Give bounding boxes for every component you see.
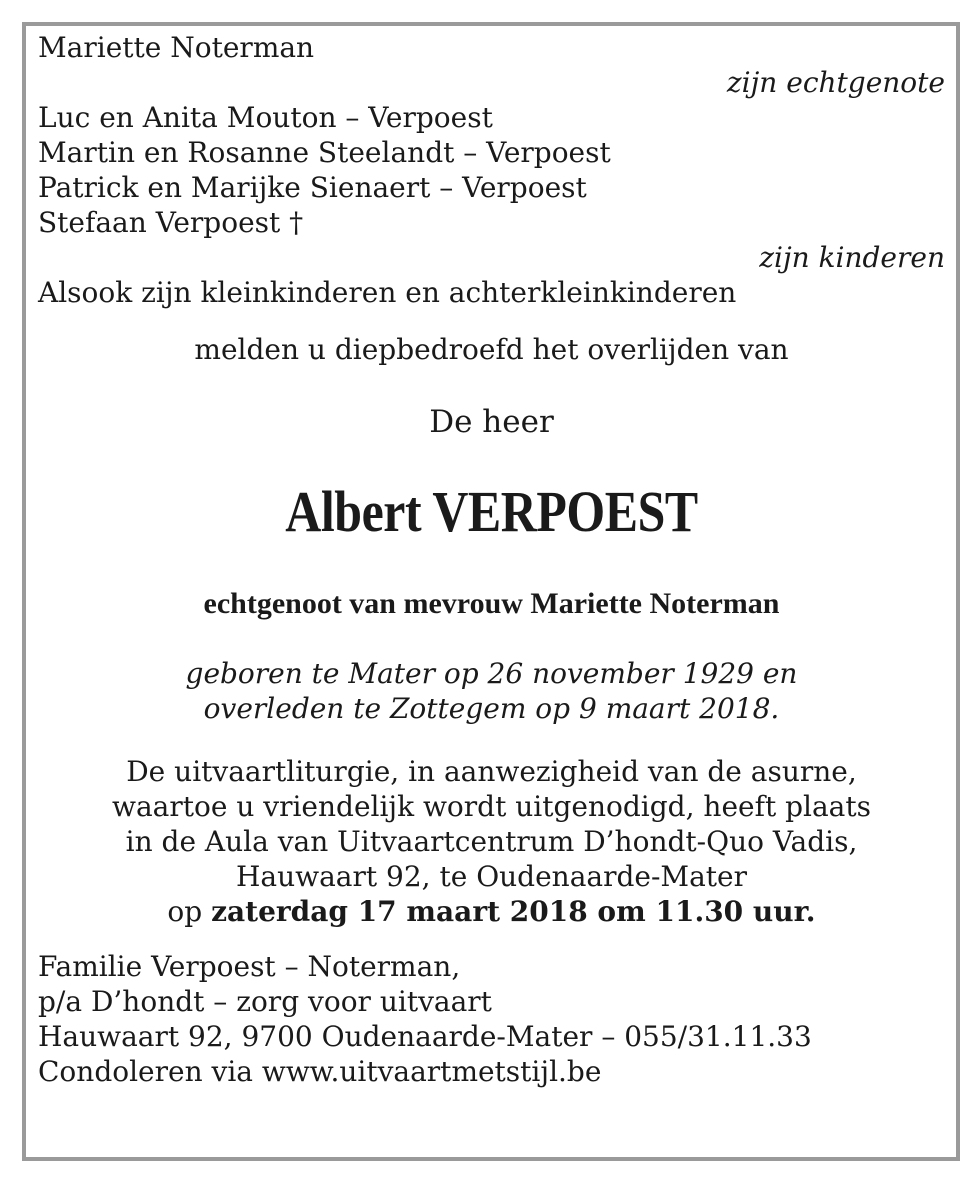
deceased-spouse-line: echtgenoot van mevrouw Mariette Noterman [203,587,780,620]
obituary-content [38,30,945,1089]
contact-line: p/a D’hondt – zorg voor uitvaart [38,985,492,1018]
contact-info [38,949,945,1089]
child-name: Stefaan Verpoest † [38,206,304,239]
grandchildren-line: Alsook zijn kleinkinderen en achterkleinkinderen [38,276,737,309]
contact-line: Hauwaart 92, 9700 Oudenaarde-Mater – 055/31.11.33 [38,1020,812,1053]
deceased-title: De heer [429,404,554,440]
ceremony-when-datetime: zaterdag 17 maart 2018 om 11.30 uur. [211,895,816,928]
deceased-name: Albert VERPOEST [285,479,698,544]
spouse-name: Mariette Noterman [38,31,315,64]
ceremony-line: in de Aula van Uitvaartcentrum D’hondt-Quo Vadis, [125,825,858,858]
ceremony-line: De uitvaartliturgie, in aanwezigheid van de asurne, [126,755,857,788]
contact-website-line: Condoleren via www.uitvaartmetstijl.be [38,1055,602,1088]
ceremony-line: Hauwaart 92, te Oudenaarde-Mater [236,860,747,893]
ceremony-info [38,754,945,929]
life-dates [38,656,945,726]
ceremony-when-prefix: op [167,895,203,928]
child-name: Martin en Rosanne Steelandt – Verpoest [38,136,611,169]
announcement: melden u diepbedroefd het overlijden van [194,333,789,366]
child-name: Patrick en Marijke Sienaert – Verpoest [38,171,587,204]
child-name: Luc en Anita Mouton – Verpoest [38,101,493,134]
spouse-role: zijn echtgenote [726,66,945,99]
ceremony-when [38,894,945,929]
death-line: overleden te Zottegem op 9 maart 2018. [203,692,780,725]
ceremony-line: waartoe u vriendelijk wordt uitgenodigd, heeft plaats [112,790,871,823]
birth-line: geboren te Mater op 26 november 1929 en [185,657,798,690]
children-role: zijn kinderen [759,241,945,274]
contact-line: Familie Verpoest – Noterman, [38,950,461,983]
